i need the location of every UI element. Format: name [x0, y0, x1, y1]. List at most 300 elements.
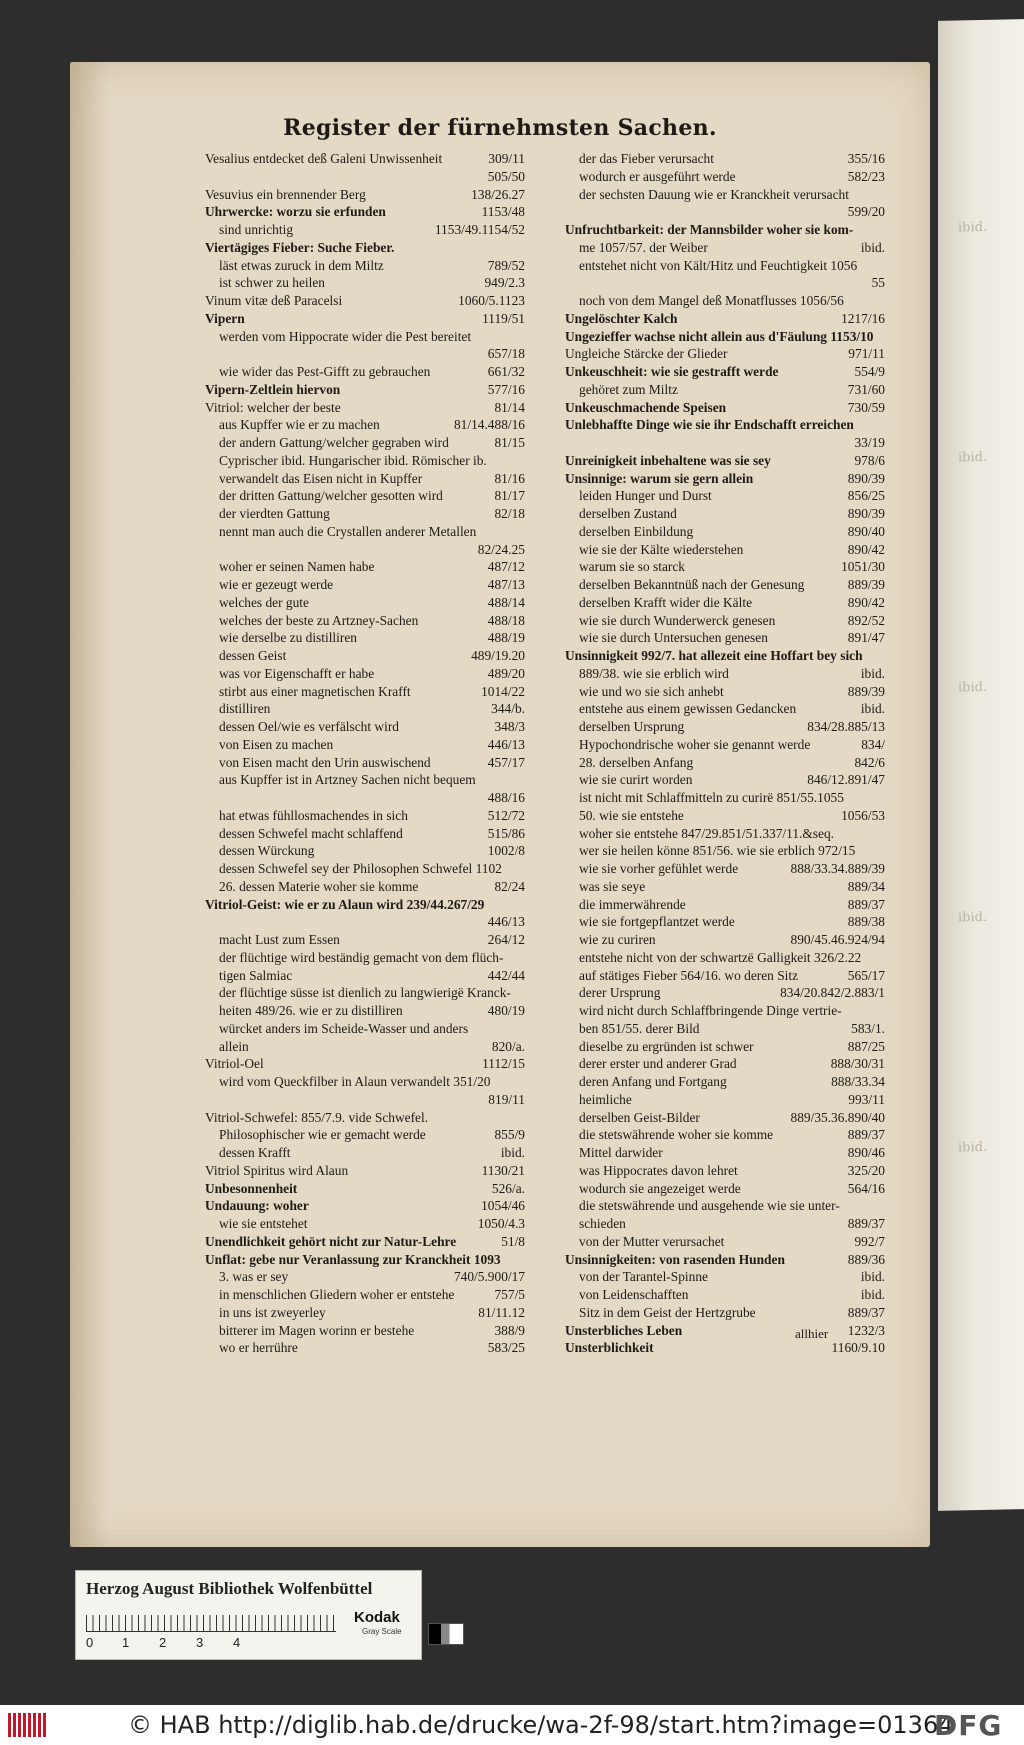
entry-text: läst etwas zuruck in dem Miltz — [219, 257, 384, 273]
index-entry — [565, 825, 885, 843]
entry-text: Vitriol-Geist: wie er zu Alaun wird 239/44.267/29 — [205, 896, 485, 912]
entry-text: die stetswährende und ausgehende wie sie unter- — [579, 1198, 840, 1214]
entry-text: deren Anfang und Fortgang — [579, 1074, 727, 1089]
entry-text: wie und wo sie sich anhebt — [579, 683, 724, 699]
entry-page-ref: 1153/48 — [481, 204, 525, 220]
entry-text: auf stätiges Fieber 564/16. wo deren Sitz — [579, 967, 799, 983]
index-entry — [565, 257, 885, 275]
index-entry — [565, 168, 885, 186]
index-entry — [565, 771, 885, 789]
entry-text: Vinum vitæ deß Paracelsi — [205, 293, 343, 308]
index-entry — [565, 523, 885, 541]
index-entry — [205, 1020, 525, 1038]
entry-text: dessen Schwefel macht schlaffend — [219, 825, 403, 841]
index-entry — [205, 683, 525, 701]
index-entry — [565, 1126, 885, 1144]
entry-text: ist nicht mit Schlaffmitteln zu curirë 851/55.1055 — [579, 790, 844, 805]
entry-page-ref: 661/32 — [487, 364, 525, 379]
index-entry — [205, 1038, 525, 1056]
entry-text: derer Ursprung — [579, 985, 661, 1001]
entry-page-ref: ibid. — [860, 1287, 885, 1302]
entry-page-ref: 889/37 — [847, 1304, 885, 1320]
index-entry — [205, 647, 525, 665]
page-title: Register der fürnehmsten Sachen. — [283, 115, 717, 141]
entry-page-ref: 489/19.20 — [471, 648, 525, 663]
index-entry — [565, 310, 885, 328]
entry-text: Unkeuschmachende Speisen — [565, 399, 727, 415]
entry-text: derselben Einbildung — [579, 523, 694, 539]
index-entry — [205, 558, 525, 576]
entry-text: Vitriol: welcher der beste — [205, 399, 341, 415]
entry-page-ref: 82/24 — [494, 878, 525, 894]
index-entry — [205, 1162, 525, 1180]
index-entry — [205, 221, 525, 239]
index-entry — [565, 647, 885, 665]
entry-page-ref: 757/5 — [494, 1287, 525, 1302]
entry-text: verwandelt das Eisen nicht in Kupffer — [219, 470, 423, 486]
entry-text: wodurch er ausgeführt werde — [579, 168, 736, 184]
entry-text: sind unrichtig — [219, 222, 294, 237]
hab-barcode-icon — [8, 1713, 48, 1737]
entry-text: Cyprischer ibid. Hungarischer ibid. Römischer ib. — [219, 452, 487, 468]
entry-page-ref: 855/9 — [494, 1127, 525, 1143]
entry-page-ref: 889/37 — [847, 1216, 885, 1231]
index-entry — [565, 683, 885, 701]
entry-text: dessen Geist — [219, 648, 287, 663]
entry-text: wodurch sie angezeiget werde — [579, 1180, 741, 1196]
entry-text: welches der gute — [219, 594, 309, 610]
entry-page-ref: 577/16 — [487, 381, 525, 397]
index-entry — [205, 1002, 525, 1020]
entry-page-ref: 487/12 — [487, 559, 525, 575]
entry-page-ref: 487/13 — [487, 577, 525, 592]
entry-text: wird vom Queckfilber in Alaun verwandelt 351/20 — [219, 1074, 491, 1089]
index-entry — [565, 629, 885, 647]
index-entry — [205, 523, 525, 541]
ghost-text: ibid. — [958, 219, 988, 236]
entry-page-ref: 949/2.3 — [484, 275, 525, 291]
entry-page-ref: 890/45.46.924/94 — [790, 932, 885, 947]
index-entry — [565, 1055, 885, 1073]
entry-page-ref: 526/a. — [491, 1180, 525, 1196]
entry-text: nennt man auch die Crystallen anderer Metallen — [219, 523, 477, 539]
entry-page-ref: 740/5.900/17 — [453, 1269, 525, 1285]
index-entry — [565, 541, 885, 559]
ruler-number: 2 — [159, 1635, 167, 1650]
index-entry — [565, 842, 885, 860]
entry-page-ref: 992/7 — [854, 1233, 885, 1249]
entry-page-ref: 512/72 — [487, 807, 525, 823]
entry-text: noch von dem Mangel deß Monatflusses 1056/56 — [579, 293, 844, 308]
entry-page-ref: 888/33.34 — [831, 1074, 885, 1089]
entry-page-ref: 81/15 — [494, 435, 525, 450]
index-entry — [205, 310, 525, 328]
entry-page-ref: 81/17 — [494, 488, 525, 504]
entry-text: woher sie entstehe 847/29.851/51.337/11.&seq. — [579, 825, 835, 841]
entry-text: dessen Krafft — [219, 1145, 291, 1160]
entry-page-ref: 978/6 — [854, 452, 885, 468]
index-entry — [565, 736, 885, 754]
index-entry — [565, 292, 885, 310]
entry-text: Unendlichkeit gehört nicht zur Natur-Lehre — [205, 1233, 457, 1249]
index-entry — [565, 612, 885, 630]
entry-text: Vitriol Spiritus wird Alaun — [205, 1162, 349, 1178]
index-entry — [205, 1197, 525, 1215]
entry-page-ref: ibid. — [860, 701, 885, 717]
index-entry — [205, 1215, 525, 1233]
entry-page-ref: 890/42 — [847, 541, 885, 557]
index-entry — [565, 576, 885, 594]
index-entry — [565, 345, 885, 363]
entry-text: Vipern-Zeltlein hiervon — [205, 381, 341, 397]
index-entry — [205, 505, 525, 523]
index-entry — [205, 1339, 525, 1357]
entry-text: werden vom Hippocrate wider die Pest bereitet — [219, 328, 472, 344]
index-entry — [205, 203, 525, 221]
index-entry — [205, 1073, 525, 1091]
index-entry — [565, 1197, 885, 1215]
entry-text: was vor Eigenschafft er habe — [219, 665, 375, 681]
adjacent-page-ghost-text — [938, 19, 1024, 1156]
entry-page-ref: 842/6 — [854, 754, 885, 770]
entry-page-ref: 82/24.25 — [477, 541, 525, 557]
index-entry — [565, 807, 885, 825]
index-entry — [565, 1304, 885, 1322]
index-entry — [205, 1109, 525, 1127]
index-entry — [565, 399, 885, 417]
index-entry — [565, 239, 885, 257]
entry-page-ref: 1232/3 — [847, 1322, 885, 1338]
entry-text: Unsterblichkeit — [565, 1340, 654, 1356]
entry-page-ref: ibid. — [500, 1145, 525, 1160]
entry-page-ref: 888/33.34.889/39 — [790, 861, 885, 876]
entry-text: von Eisen macht den Urin auswischend — [219, 754, 431, 770]
entry-page-ref: 890/39 — [847, 506, 885, 521]
index-entry — [205, 736, 525, 754]
entry-text: me 1057/57. der Weiber — [579, 239, 708, 255]
entry-text: Ungelöschter Kalch — [565, 310, 678, 326]
entry-text: Unlebhaffte Dinge wie sie ihr Endschafft erreichen — [565, 417, 854, 433]
entry-text: macht Lust zum Essen — [219, 932, 340, 947]
library-name: Herzog August Bibliothek Wolfenbüttel — [86, 1579, 373, 1598]
entry-page-ref: 889/36 — [847, 1251, 885, 1267]
index-entry — [205, 949, 525, 967]
entry-text: entstehe nicht von der schwartzë Galligkeit 326/2.22 — [579, 949, 862, 965]
entry-text: der sechsten Dauung wie er Kranckheit verursacht — [579, 186, 849, 202]
ghost-text: ibid. — [958, 909, 988, 926]
entry-page-ref: 1054/46 — [481, 1198, 525, 1214]
entry-page-ref: 892/52 — [847, 612, 885, 628]
index-entry — [205, 1251, 525, 1269]
entry-text: Hypochondrische woher sie genannt werde — [579, 736, 811, 752]
entry-page-ref: 488/14 — [487, 594, 525, 610]
entry-text: Vipern — [205, 310, 245, 326]
entry-page-ref: 889/39 — [847, 577, 885, 592]
index-entry — [205, 984, 525, 1002]
entry-text: leiden Hunger und Durst — [579, 488, 712, 504]
entry-text: der andern Gattung/welcher gegraben wird — [219, 435, 449, 450]
entry-page-ref: 1130/21 — [481, 1162, 525, 1178]
index-entry — [565, 1144, 885, 1162]
entry-text: Vesuvius ein brennender Berg — [205, 186, 366, 202]
index-entry — [565, 1162, 885, 1180]
entry-page-ref: 846/12.891/47 — [807, 772, 885, 788]
entry-page-ref: 583/1. — [851, 1020, 885, 1036]
entry-page-ref: 1051/30 — [841, 559, 885, 575]
entry-page-ref: 890/39 — [847, 470, 885, 486]
entry-text: in menschlichen Gliedern woher er entstehe — [219, 1287, 455, 1302]
entry-page-ref: 55 — [871, 275, 885, 291]
entry-text: derselben Zustand — [579, 506, 677, 521]
entry-text: der vierdten Gattung — [219, 506, 330, 521]
entry-text: von der Tarantel-Spinne — [579, 1269, 708, 1285]
index-entry — [565, 1286, 885, 1304]
index-entry — [205, 665, 525, 683]
index-entry — [565, 1038, 885, 1056]
index-entry — [205, 754, 525, 772]
entry-page-ref: 1014/22 — [481, 683, 525, 699]
entry-text: heimliche — [579, 1091, 632, 1107]
index-entry — [565, 665, 885, 683]
index-entry — [565, 718, 885, 736]
entry-text: Undauung: woher — [205, 1198, 309, 1214]
index-entry — [205, 913, 525, 931]
entry-page-ref: 81/11.12 — [478, 1304, 525, 1320]
index-entry — [205, 825, 525, 843]
entry-text: 26. dessen Materie woher sie komme — [219, 878, 419, 894]
index-entry — [205, 967, 525, 985]
entry-text: woher er seinen Namen habe — [219, 559, 375, 575]
index-entry — [565, 1109, 885, 1127]
entry-page-ref: 889/37 — [847, 896, 885, 912]
adjacent-page-edge — [938, 19, 1024, 1511]
entry-text: wie sie fortgepflantzet werde — [579, 914, 735, 930]
index-entry — [565, 328, 885, 346]
index-entry — [205, 896, 525, 914]
index-entry — [565, 1251, 885, 1269]
index-entry — [205, 257, 525, 275]
entry-text: wie wider das Pest-Gifft zu gebrauchen — [219, 364, 431, 379]
entry-text: aus Kupffer wie er zu machen — [219, 417, 380, 433]
entry-text: der dritten Gattung/welcher gesotten wird — [219, 488, 443, 504]
entry-text: Unbesonnenheit — [205, 1180, 298, 1196]
entry-text: was sie seye — [579, 878, 646, 894]
index-entry — [205, 1322, 525, 1340]
entry-text: Philosophischer wie er gemacht werde — [219, 1127, 426, 1143]
entry-page-ref: 820/a. — [491, 1038, 525, 1054]
entry-text: 889/38. wie sie erblich wird — [579, 665, 729, 681]
index-entry — [565, 221, 885, 239]
catchword: allhier — [795, 1326, 829, 1341]
entry-text: dieselbe zu ergründen ist schwer — [579, 1038, 754, 1054]
index-entry — [205, 470, 525, 488]
entry-page-ref: 51/8 — [501, 1233, 525, 1249]
index-entry — [205, 860, 525, 878]
index-entry — [565, 470, 885, 488]
index-column-left — [205, 150, 525, 1357]
ruler-number: 3 — [196, 1635, 204, 1650]
ruler-number: 0 — [86, 1635, 94, 1650]
entry-text: dessen Würckung — [219, 843, 315, 859]
entry-text: Unsinnigkeit 992/7. hat allezeit eine Hoffart bey sich — [565, 648, 863, 663]
entry-page-ref: ibid. — [860, 665, 885, 681]
entry-page-ref: 1160/9.10 — [831, 1340, 885, 1356]
kodak-logo: Kodak — [354, 1609, 400, 1626]
entry-text: von der Mutter verursachet — [579, 1233, 725, 1249]
entry-page-ref: 81/14 — [494, 399, 525, 415]
entry-text: dessen Schwefel sey der Philosophen Schwefel 1102 — [219, 861, 502, 876]
entry-text: allein — [219, 1038, 249, 1054]
entry-text: Unsinnigkeiten: von rasenden Hunden — [565, 1251, 785, 1267]
index-entry — [565, 487, 885, 505]
index-entry — [565, 1215, 885, 1233]
index-entry — [565, 1339, 885, 1357]
entry-text: in uns ist zweyerley — [219, 1304, 326, 1320]
index-entry — [565, 1073, 885, 1091]
entry-page-ref: 856/25 — [847, 488, 885, 504]
index-entry — [565, 434, 885, 452]
index-entry — [205, 452, 525, 470]
entry-page-ref: 515/86 — [487, 825, 525, 841]
entry-text: von Eisen zu machen — [219, 736, 334, 752]
index-entry — [565, 878, 885, 896]
entry-page-ref: 890/40 — [847, 523, 885, 539]
entry-page-ref: 889/37 — [847, 1127, 885, 1143]
entry-page-ref: 81/14.488/16 — [453, 417, 525, 433]
entry-text: gehöret zum Miltz — [579, 381, 678, 397]
index-entry — [565, 505, 885, 523]
index-entry — [205, 771, 525, 789]
index-entry — [565, 186, 885, 204]
entry-page-ref: 505/50 — [487, 168, 525, 184]
index-entry — [565, 150, 885, 168]
entry-page-ref: 888/30/31 — [830, 1056, 885, 1072]
index-entry — [205, 1233, 525, 1251]
index-entry — [565, 754, 885, 772]
entry-page-ref: 81/16 — [494, 470, 525, 486]
entry-text: bitterer im Magen worinn er bestehe — [219, 1322, 415, 1338]
entry-page-ref: 355/16 — [847, 151, 885, 166]
entry-page-ref: 731/60 — [847, 381, 885, 397]
entry-page-ref: 890/46 — [847, 1145, 885, 1160]
entry-text: die immerwährende — [579, 896, 686, 912]
index-entry — [205, 416, 525, 434]
entry-page-ref: 889/35.36.890/40 — [790, 1109, 885, 1125]
entry-text: entstehe aus einem gewissen Gedancken — [579, 701, 797, 717]
entry-page-ref: ibid. — [860, 239, 885, 255]
entry-text: Unreinigkeit inbehaltene was sie sey — [565, 452, 771, 468]
entry-page-ref: 583/25 — [487, 1340, 525, 1356]
entry-text: tigen Salmiac — [219, 967, 293, 983]
entry-text: derselben Ursprung — [579, 719, 685, 734]
entry-page-ref: 480/19 — [487, 1003, 525, 1018]
index-column-right — [565, 150, 885, 1357]
entry-page-ref: 834/20.842/2.883/1 — [780, 985, 885, 1001]
entry-text: wie sie der Kälte wiederstehen — [579, 541, 744, 557]
entry-page-ref: 554/9 — [854, 364, 885, 379]
index-entry — [205, 1144, 525, 1162]
entry-page-ref: 1056/53 — [841, 807, 885, 823]
entry-page-ref: 889/34 — [847, 878, 885, 894]
entry-text: welches der beste zu Artzney-Sachen — [219, 612, 419, 628]
entry-page-ref: 564/16 — [847, 1180, 885, 1196]
entry-page-ref: 1119/51 — [482, 310, 525, 326]
index-entry — [205, 789, 525, 807]
entry-text: warum sie so starck — [579, 559, 685, 575]
entry-page-ref: 1050/4.3 — [477, 1216, 525, 1231]
index-entry — [205, 434, 525, 452]
entry-page-ref: 138/26.27 — [471, 186, 525, 202]
index-entry — [565, 984, 885, 1002]
index-entry — [205, 150, 525, 168]
index-entry — [565, 452, 885, 470]
entry-page-ref: 446/13 — [487, 736, 525, 752]
entry-page-ref: 388/9 — [494, 1322, 525, 1338]
index-entry — [205, 399, 525, 417]
entry-page-ref: 1112/15 — [482, 1056, 525, 1072]
entry-text: hat etwas fühllosmachendes in sich — [219, 807, 408, 823]
index-entry — [565, 1091, 885, 1109]
entry-page-ref: 834/ — [861, 736, 885, 752]
entry-page-ref: 889/39 — [847, 683, 885, 699]
index-entry — [565, 949, 885, 967]
index-entry — [205, 541, 525, 559]
entry-page-ref: 890/42 — [847, 594, 885, 610]
ghost-text: ibid. — [958, 679, 988, 696]
index-entry — [205, 1304, 525, 1322]
entry-text: 50. wie sie entstehe — [579, 807, 684, 823]
entry-page-ref: 993/11 — [848, 1091, 885, 1107]
entry-text: wo er herrühre — [219, 1340, 298, 1356]
copyright-link[interactable]: © HAB http://diglib.hab.de/drucke/wa-2f-98/start.htm?image=01364 — [128, 1711, 954, 1739]
entry-text: stirbt aus einer magnetischen Krafft — [219, 683, 411, 699]
entry-text: 3. was er sey — [219, 1269, 289, 1285]
entry-text: würcket anders im Scheide-Wasser und anders — [219, 1020, 469, 1036]
index-entry — [565, 274, 885, 292]
entry-text: aus Kupffer ist in Artzney Sachen nicht bequem — [219, 772, 476, 788]
gray-scale-swatch — [428, 1623, 464, 1645]
entry-text: heiten 489/26. wie er zu distilliren — [219, 1003, 403, 1018]
entry-page-ref: 309/11 — [488, 151, 525, 166]
entry-text: wird nicht durch Schlaffbringende Dinge vertrie- — [579, 1003, 842, 1018]
entry-page-ref: 730/59 — [847, 399, 885, 415]
entry-text: Viertägiges Fieber: Suche Fieber. — [205, 239, 395, 255]
index-entry — [565, 967, 885, 985]
entry-text: ist schwer zu heilen — [219, 275, 325, 291]
entry-page-ref: 582/23 — [847, 168, 885, 184]
footer-bar — [0, 1705, 1024, 1745]
index-entry — [205, 612, 525, 630]
entry-page-ref: 488/19 — [487, 630, 525, 646]
index-entry — [565, 203, 885, 221]
library-color-card — [75, 1570, 422, 1660]
index-entry — [205, 363, 525, 381]
entry-text: wie sie durch Untersuchen genesen — [579, 630, 768, 646]
entry-text: Sitz in dem Geist der Hertzgrube — [579, 1304, 756, 1320]
index-entry — [205, 239, 525, 257]
index-entry — [205, 807, 525, 825]
index-entry — [205, 1268, 525, 1286]
entry-text: wie sie vorher gefühlet werde — [579, 861, 739, 876]
index-entry — [565, 1322, 885, 1340]
entry-page-ref: 488/16 — [487, 790, 525, 805]
entry-page-ref: 887/25 — [847, 1038, 885, 1054]
entry-text: der flüchtige süsse ist dienlich zu langwierigë Kranck- — [219, 985, 511, 1001]
entry-page-ref: 344/b. — [491, 701, 525, 717]
entry-page-ref: 442/44 — [487, 967, 525, 983]
entry-text: Ungleiche Stärcke der Glieder — [565, 346, 728, 362]
entry-text: wie derselbe zu distilliren — [219, 630, 357, 646]
